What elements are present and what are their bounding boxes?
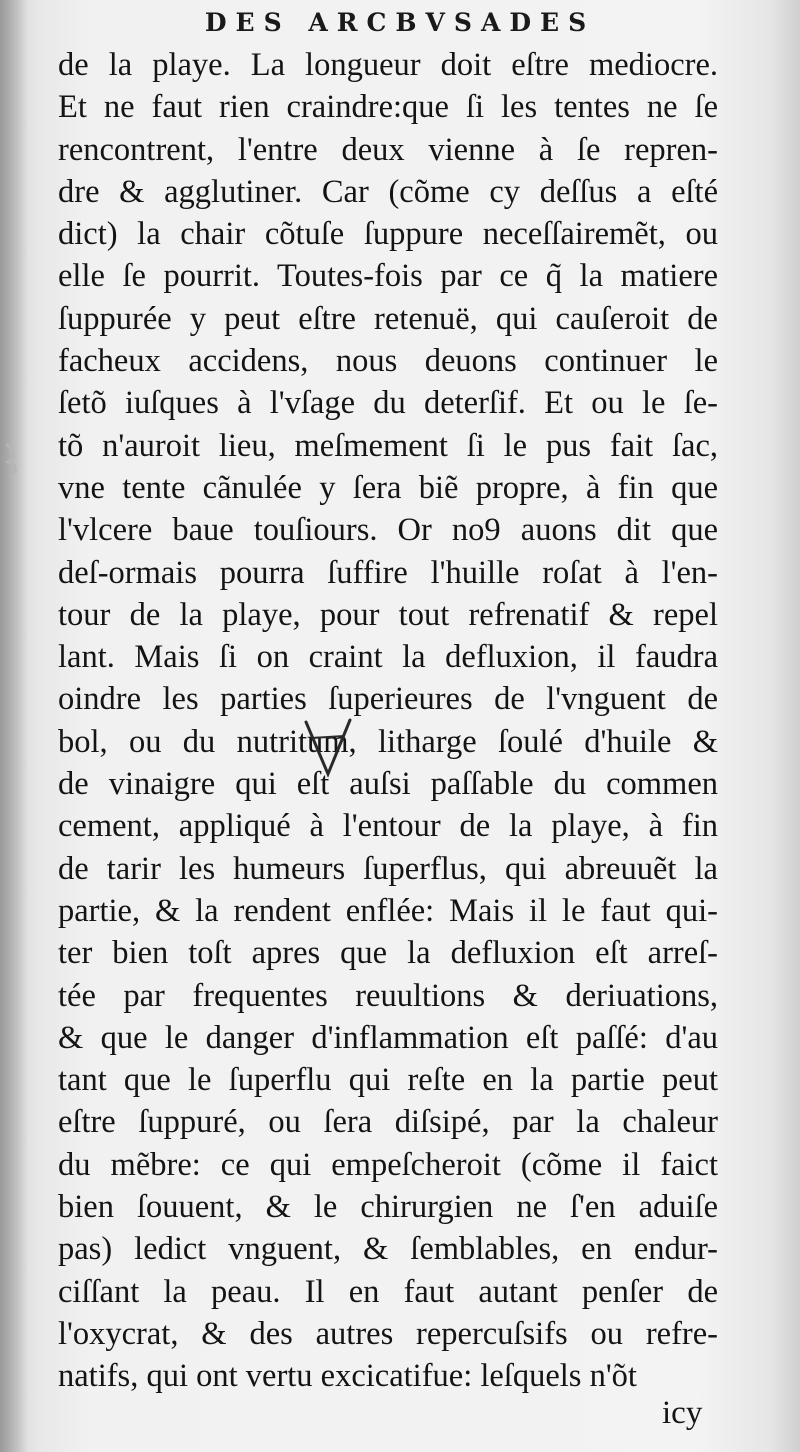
text-line: l'vlcere baue touſiours. Or no9 auons dit que [58,512,718,549]
text-line: de la playe. La longueur doit eſtre mediocre. [58,47,718,83]
text-line: l'oxycrat, & des autres repercuſsifs ou refre- [58,1315,718,1352]
text-line: & que le danger d'inflammation eſt paſſé: d'au [58,1019,718,1056]
text-line: pas) ledict vnguent, & ſemblables, en endur- [58,1231,718,1268]
text-line: ciſſant la peau. Il en faut autant penſer de [58,1273,718,1310]
text-line: bol, ou du nutritum, litharge ſoulé d'huile & [58,723,718,760]
gutter-shadow [0,0,28,1452]
text-line: lant. Mais ſi on craint la defluxion, il faudra [58,639,718,676]
text-line: cement, appliqué à l'entour de la playe, à fin [58,808,718,845]
text-line: Et ne faut rien craindre:que ſi les tentes ne ſe [58,89,718,126]
text-line: rencontrent, l'entre deux vienne à ſe repren- [58,131,718,168]
text-line: partie, & la rendent enflée: Mais il le faut qui- [58,892,718,929]
text-line: facheux accidens, nous deuons continuer le [58,343,718,380]
margin-smudge [2,440,28,480]
text-line: vne tente cãnulée y ſera biẽ propre, à fin que [58,469,718,506]
text-line: de vinaigre qui eſt auſsi paſſable du commen [58,766,718,803]
text-line: ter bien toſt apres que la defluxion eſt arreſ- [58,935,718,972]
text-line: eſtre ſuppuré, ou ſera diſsipé, par la chaleur [58,1104,718,1141]
text-line: natifs, qui ont vertu excicatifue: leſquels n'õt [58,1358,637,1395]
text-line: tant que le ſuperflu qui reſte en la partie peut [58,1062,718,1099]
handwritten-insertion-mark [298,716,358,786]
text-line: elle ſe pourrit. Toutes-fois par ce q̃ la matiere [58,258,718,295]
text-line: ſetõ iuſques à l'vſage du deterſif. Et ou le ſe- [58,385,718,422]
text-line: deſ-ormais pourra ſuffire l'huille roſat à l'en- [58,554,718,591]
body-text [58,44,718,1398]
text-line: de tarir les humeurs ſuperflus, qui abreuuẽt la [58,850,718,887]
text-line: tõ n'auroit lieu, meſmement ſi le pus fait ſac, [58,427,718,464]
running-head: DES ARCBVSADES [204,8,596,37]
text-line: tour de la playe, pour tout refrenatif & repel [58,596,718,633]
text-line: du mẽbre: ce qui empeſcheroit (cõme il faict [58,1146,718,1183]
text-line: ſuppurée y peut eſtre retenuë, qui cauſeroit de [58,300,718,337]
text-line: oindre les parties ſuperieures de l'vnguent de [58,681,718,718]
text-line: tée par frequentes reuultions & deriuations, [58,977,718,1014]
text-line: dict) la chair cõtuſe ſuppure neceſſairemẽt, ou [58,216,718,253]
text-line: bien ſouuent, & le chirurgien ne ſ'en aduiſe [58,1189,718,1226]
text-line: dre & agglutiner. Car (cõme cy deſſus a eſté [58,173,718,210]
catchword: icy [662,1395,703,1431]
